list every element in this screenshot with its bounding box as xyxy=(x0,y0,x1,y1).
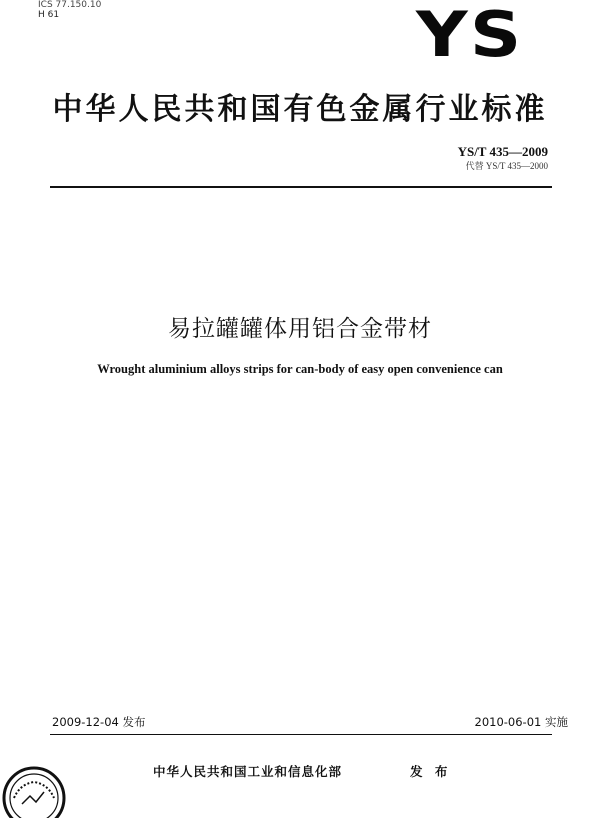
implementation-date: 2010-06-01 实施 xyxy=(474,715,568,729)
document-title-english: Wrought aluminium alloys strips for can-body of easy open convenience can xyxy=(97,362,503,376)
footer-divider xyxy=(50,734,552,735)
official-seal-icon xyxy=(0,758,70,818)
replaced-standard: 代替 YS/T 435—2000 xyxy=(465,161,548,171)
standard-number-block xyxy=(458,144,548,172)
ys-logo: YS xyxy=(416,0,524,71)
ics-code: ICS 77.150.10 xyxy=(38,0,102,10)
document-title-chinese: 易拉罐罐体用铝合金带材 xyxy=(168,316,432,342)
industry-standard-title: 中华人民共和国有色金属行业标准 xyxy=(52,92,548,127)
ics-classification xyxy=(38,0,101,20)
issue-label: 发 布 xyxy=(410,764,452,779)
standard-number: YS/T 435—2009 xyxy=(457,144,548,159)
header-divider xyxy=(50,186,552,188)
issue-date: 2009-12-04 发布 xyxy=(52,715,146,729)
ccs-code: H 61 xyxy=(38,10,60,20)
issuing-authority: 中华人民共和国工业和信息化部 xyxy=(153,764,343,779)
